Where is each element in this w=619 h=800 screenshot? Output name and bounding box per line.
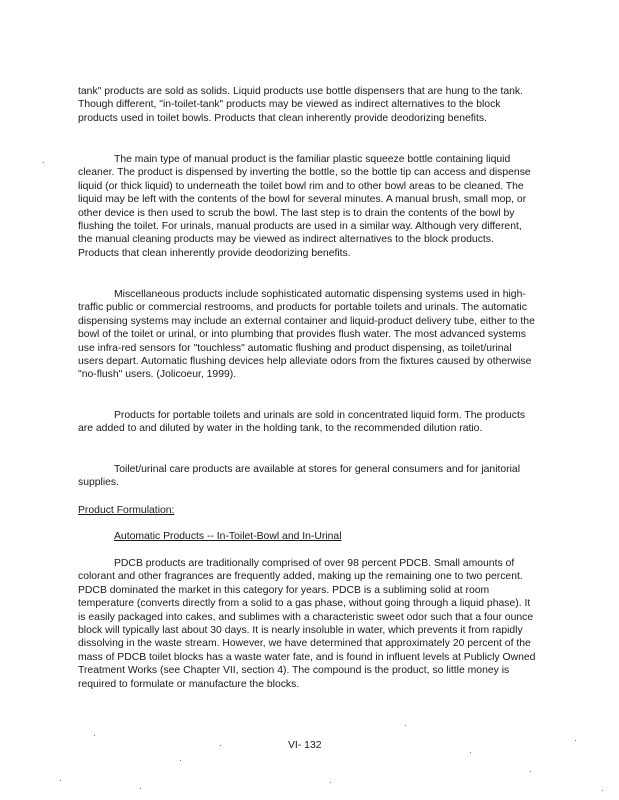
paragraph-in-toilet-tank: tank" products are sold as solids. Liquid products use bottle dispensers that are hung to the tank. Though different, "in-toilet-tank" products may be viewed as indirect alternatives to the block products used in toilet bowls. Products that clean inherently provide deodorizing benefits. — [78, 86, 523, 124]
section-heading: Product Formulation: — [78, 505, 175, 516]
subsection-heading: Automatic Products -- In-Toilet-Bowl and In-Urinal — [114, 531, 342, 542]
page-number: VI- 132 — [288, 740, 322, 751]
paragraph-pdcb-products: PDCB products are traditionally comprised of over 98 percent PDCB. Small amounts of colorant and other fragrances are frequently added, making up the remaining one to two percent. PDCB dominated the market in this category for years. PDCB is a subliming solid at room temperature (converts directly from a solid to a gas phase, without going through a liquid phase). It is easily packaged into cakes, and sublimes with a characteristic sweet odor such that a four ounce block will typically last about 30 days. It is nearly insoluble in water, which prevents it from rapidly dissolving in the waste stream. However, we have determined that approximately 20 percent of the mass of PDCB toilet blocks has a waste water fate, and is found in influent levels at Publicly Owned Treatment Works (see Chapter VII, section 4). The compound is the product, so little money is required to formulate or manufacture the blocks. — [78, 558, 536, 690]
paragraph-portable-toilets: Products for portable toilets and urinals are sold in concentrated liquid form. The products are added to and diluted by water in the holding tank, to the recommended dilution ratio. — [78, 410, 526, 435]
paragraph-availability: Toilet/urinal care products are available at stores for general consumers and for janitorial supplies. — [78, 464, 521, 489]
paragraph-manual-products: The main type of manual product is the familiar plastic squeeze bottle containing liquid cleaner. The product is dispensed by inverting the bottle, so the bottle tip can access and dispense liquid (or thick liquid) to underneath the toilet bowl rim and to other bowl areas to be cleaned. The liquid may be left with the contents of the bowl for several minutes. A manual brush, small mop, or other device is then used to scrub the bowl. The last step is to drain the contents of the bowl by flushing the toilet. For urinals, manual products are used in a similar way. Although very different, the manual cleaning products may be viewed as indirect alternatives to the block products. Products that clean inherently provide deodorizing benefits. — [78, 154, 531, 259]
paragraph-miscellaneous-products: Miscellaneous products include sophisticated automatic dispensing systems used in high-traffic public or commercial restrooms, and products for portable toilets and urinals. The automatic dispensing systems may include an external container and liquid-product delivery tube, either to the bowl of the toilet or urinal, or into plumbing that provides flush water. The most advanced systems use infra-red sensors for "touchless" automatic flushing and product dispensing, as toilet/urinal users depart. Automatic flushing devices help alleviate odors from the fixtures caused by otherwise "no-flush" users. (Jolicoeur, 1999). — [78, 289, 535, 381]
